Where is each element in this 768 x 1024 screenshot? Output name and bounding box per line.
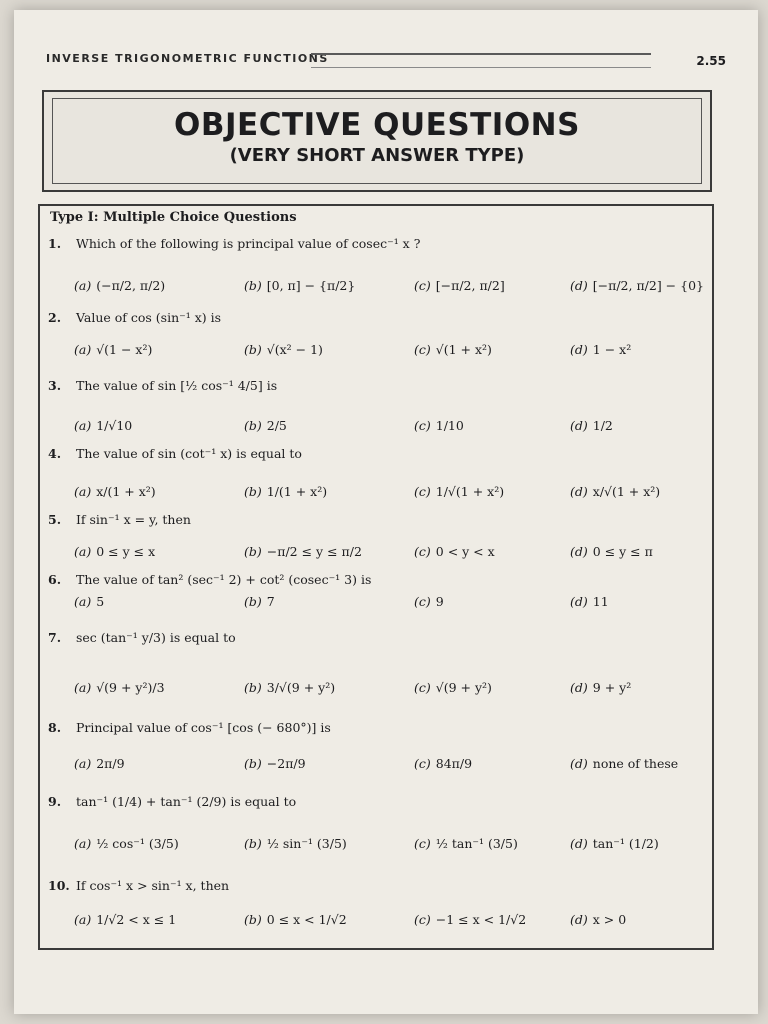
question-2 xyxy=(48,310,698,325)
running-rule xyxy=(311,53,651,68)
option-c: (c) 1/10 xyxy=(414,418,464,433)
question-10 xyxy=(48,878,698,893)
option-d: (d) tan⁻¹ (1/2) xyxy=(570,836,659,851)
banner-subtitle: (VERY SHORT ANSWER TYPE) xyxy=(229,145,525,166)
option-a: (a) x/(1 + x²) xyxy=(74,484,156,499)
question-stem: sec (tan⁻¹ y/3) is equal to xyxy=(75,630,236,645)
option-d: (d) [−π/2, π/2] − {0} xyxy=(570,278,704,293)
banner-inner-frame xyxy=(52,98,702,184)
question-number: 8. xyxy=(48,720,62,735)
questions-box xyxy=(38,204,714,950)
option-a: (a) 1/√10 xyxy=(74,418,133,433)
question-number: 4. xyxy=(48,446,62,461)
option-c: (c) √(1 + x²) xyxy=(414,342,492,357)
running-head xyxy=(46,50,726,72)
question-stem: The value of sin [½ cos⁻¹ 4/5] is xyxy=(75,378,278,393)
option-c: (c) ½ tan⁻¹ (3/5) xyxy=(414,836,518,851)
option-b: (b) −2π/9 xyxy=(244,756,306,771)
question-number: 9. xyxy=(48,794,62,809)
option-c: (c) 84π/9 xyxy=(414,756,473,771)
option-a: (a) 1/√2 < x ≤ 1 xyxy=(74,912,177,927)
option-b: (b) 7 xyxy=(244,594,275,609)
option-a: (a) (−π/2, π/2) xyxy=(74,278,166,293)
option-a: (a) ½ cos⁻¹ (3/5) xyxy=(74,836,179,851)
question-stem: Value of cos (sin⁻¹ x) is xyxy=(75,310,222,325)
banner-title: OBJECTIVE QUESTIONS xyxy=(174,107,580,143)
option-a: (a) √(9 + y²)/3 xyxy=(74,680,165,695)
question-number: 1. xyxy=(48,236,62,251)
option-b: (b) 2/5 xyxy=(244,418,287,433)
question-stem: Principal value of cos⁻¹ [cos (− 680°)] is xyxy=(75,720,331,735)
question-number: 3. xyxy=(48,378,62,393)
question-8 xyxy=(48,720,698,735)
option-b: (b) −π/2 ≤ y ≤ π/2 xyxy=(244,544,362,559)
question-4 xyxy=(48,446,698,461)
question-5 xyxy=(48,512,698,527)
question-number: 10. xyxy=(48,878,70,893)
book-page xyxy=(14,10,758,1014)
page-number: 2.55 xyxy=(696,54,726,68)
running-title: INVERSE TRIGONOMETRIC FUNCTIONS xyxy=(46,52,329,65)
question-number: 6. xyxy=(48,572,62,587)
question-stem: The value of sin (cot⁻¹ x) is equal to xyxy=(75,446,302,461)
option-b: (b) 3/√(9 + y²) xyxy=(244,680,336,695)
option-d: (d) 1/2 xyxy=(570,418,613,433)
option-b: (b) [0, π] − {π/2} xyxy=(244,278,356,293)
option-c: (c) 1/√(1 + x²) xyxy=(414,484,505,499)
option-b: (b) 1/(1 + x²) xyxy=(244,484,328,499)
type-heading: Type I: Multiple Choice Questions xyxy=(50,210,297,225)
question-stem: If cos⁻¹ x > sin⁻¹ x, then xyxy=(75,878,230,893)
question-stem: The value of tan² (sec⁻¹ 2) + cot² (cosec⁻¹ 3) is xyxy=(75,572,372,587)
option-b: (b) 0 ≤ x < 1/√2 xyxy=(244,912,347,927)
option-a: (a) 5 xyxy=(74,594,105,609)
option-d: (d) none of these xyxy=(570,756,679,771)
question-stem: If sin⁻¹ x = y, then xyxy=(75,512,191,527)
option-d: (d) 1 − x² xyxy=(570,342,632,357)
option-c: (c) [−π/2, π/2] xyxy=(414,278,505,293)
question-number: 5. xyxy=(48,512,62,527)
option-c: (c) −1 ≤ x < 1/√2 xyxy=(414,912,527,927)
option-d: (d) 11 xyxy=(570,594,609,609)
question-3 xyxy=(48,378,698,393)
option-d: (d) x/√(1 + x²) xyxy=(570,484,661,499)
question-stem: Which of the following is principal value of cosec⁻¹ x ? xyxy=(75,236,421,251)
option-b: (b) ½ sin⁻¹ (3/5) xyxy=(244,836,347,851)
option-a: (a) 0 ≤ y ≤ x xyxy=(74,544,156,559)
question-number: 2. xyxy=(48,310,62,325)
question-number: 7. xyxy=(48,630,62,645)
option-d: (d) 9 + y² xyxy=(570,680,632,695)
option-c: (c) 9 xyxy=(414,594,444,609)
option-a: (a) 2π/9 xyxy=(74,756,125,771)
option-d: (d) 0 ≤ y ≤ π xyxy=(570,544,653,559)
question-1 xyxy=(48,236,698,251)
section-banner xyxy=(42,90,712,192)
question-6 xyxy=(48,572,698,587)
question-7 xyxy=(48,630,698,645)
option-c: (c) 0 < y < x xyxy=(414,544,495,559)
question-9 xyxy=(48,794,698,809)
question-stem: tan⁻¹ (1/4) + tan⁻¹ (2/9) is equal to xyxy=(75,794,297,809)
option-d: (d) x > 0 xyxy=(570,912,627,927)
option-b: (b) √(x² − 1) xyxy=(244,342,323,357)
option-a: (a) √(1 − x²) xyxy=(74,342,153,357)
option-c: (c) √(9 + y²) xyxy=(414,680,492,695)
